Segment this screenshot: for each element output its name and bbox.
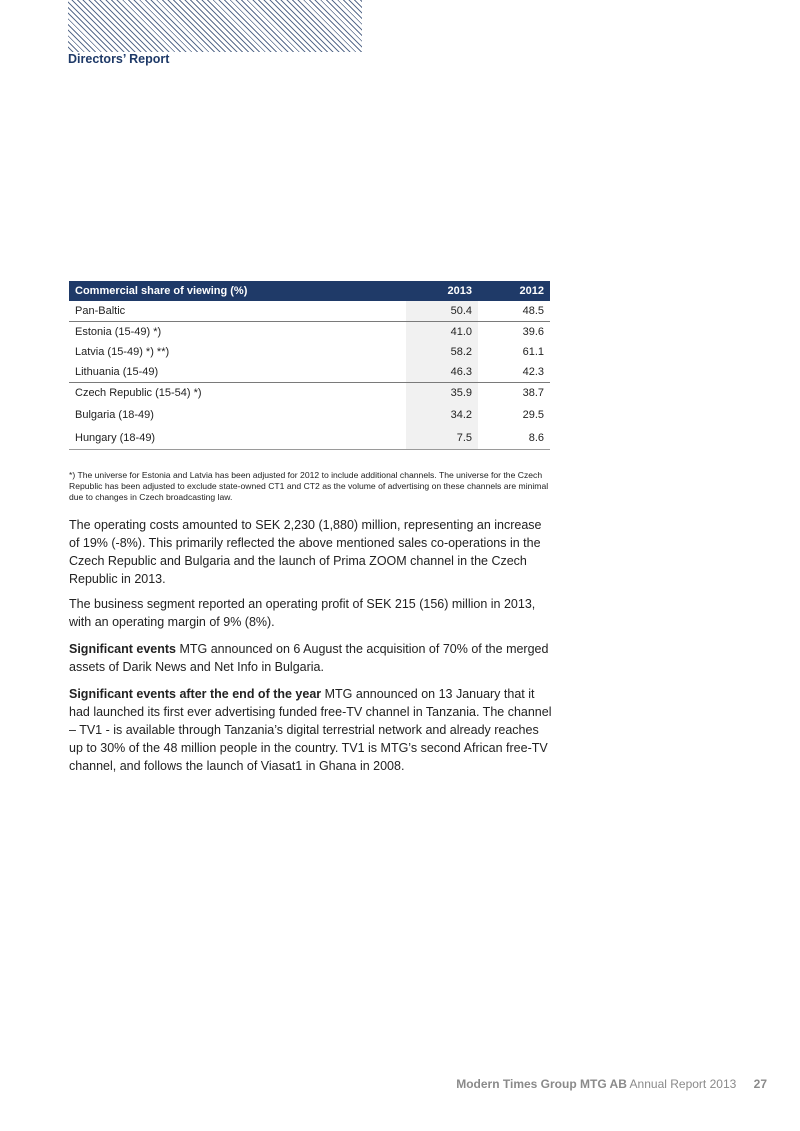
value-2013: 41.0 bbox=[406, 322, 478, 343]
page-number: 27 bbox=[753, 1077, 767, 1091]
row-label: Bulgaria (18-49) bbox=[75, 408, 154, 421]
table-row bbox=[69, 383, 550, 404]
row-label: Pan-Baltic bbox=[75, 305, 126, 317]
page-footer bbox=[380, 1077, 767, 1091]
paragraph-operating-costs: The operating costs amounted to SEK 2,230 (1,880) million, representing an increase of 19% (-8%). This primarily reflected the above mentioned sales co-operations in the Czech Republic and Bulgaria and the launch of Prima ZOOM channel in the Czech Republic in 2013. bbox=[69, 518, 542, 586]
row-label: Latvia (15-49) *) **) bbox=[75, 346, 170, 358]
value-2012: 48.5 bbox=[522, 305, 544, 317]
row-label: Lithuania (15-49) bbox=[75, 366, 159, 378]
value-2013: 34.2 bbox=[406, 403, 478, 426]
value-2012: 42.3 bbox=[522, 366, 544, 378]
footer-company: Modern Times Group MTG AB bbox=[456, 1077, 627, 1091]
value-2012: 29.5 bbox=[522, 408, 544, 421]
table-row bbox=[69, 403, 550, 426]
value-2012: 38.7 bbox=[478, 383, 550, 404]
paragraph-heading: Significant events after the end of the year bbox=[69, 687, 322, 701]
table-row bbox=[69, 301, 550, 322]
paragraph-operating-profit: The business segment reported an operating profit of SEK 215 (156) million in 2013, with an operating margin of 9% (8%). bbox=[69, 597, 536, 629]
table-row bbox=[69, 426, 550, 450]
row-label: Hungary (18-49) bbox=[69, 426, 406, 450]
value-2012: 61.1 bbox=[522, 346, 544, 358]
row-label: Czech Republic (15-54) *) bbox=[69, 383, 406, 404]
value-2012: 8.6 bbox=[478, 426, 550, 450]
section-title: Directors’ Report bbox=[68, 52, 170, 66]
paragraph-body: MTG announced on 6 August the acquisition of 70% of the merged assets of Darik News and Net Info in Bulgaria. bbox=[69, 642, 549, 674]
paragraph-events-after-year-end bbox=[69, 685, 553, 775]
paragraph-body: MTG announced on 13 January that it had launched its first ever advertising funded free-TV channel in Tanzania. The channel – TV1 - is available through Tanzania’s digital terrestrial network and already reaches up to 30% of the 48 million people in the country. TV1 is MTG’s second African free-TV channel, and follows the launch of Viasat1 in Ghana in 2008. bbox=[69, 687, 552, 773]
commercial-share-table bbox=[69, 281, 550, 450]
table-row bbox=[69, 322, 550, 343]
column-header-2012: 2012 bbox=[478, 281, 550, 301]
value-2013: 7.5 bbox=[406, 426, 478, 450]
footer-document: Annual Report 2013 bbox=[629, 1077, 737, 1091]
table-header-row bbox=[69, 281, 550, 301]
column-header-2013: 2013 bbox=[406, 281, 478, 301]
paragraph-significant-events bbox=[69, 640, 553, 676]
paragraph-heading: Significant events bbox=[69, 642, 176, 656]
table-title-text: Commercial share of viewing (%) bbox=[75, 285, 248, 297]
value-2013: 58.2 bbox=[406, 342, 478, 362]
value-2013: 46.3 bbox=[406, 362, 478, 383]
value-2013: 50.4 bbox=[406, 301, 478, 322]
row-label: Estonia (15-49) *) bbox=[69, 322, 406, 343]
value-2012: 39.6 bbox=[478, 322, 550, 343]
table-footnote: *) The universe for Estonia and Latvia has been adjusted for 2012 to include additional channels. The universe for the Czech Republic has been adjusted to exclude state-owned CT1 and CT2 as the volume of advertising on these channels are minimal due to changes in Czech broadcasting law. bbox=[69, 470, 549, 502]
table-row bbox=[69, 342, 550, 362]
table-title bbox=[69, 281, 406, 301]
table-row bbox=[69, 362, 550, 383]
header-hatch-pattern bbox=[68, 0, 362, 52]
value-2013: 35.9 bbox=[406, 383, 478, 404]
